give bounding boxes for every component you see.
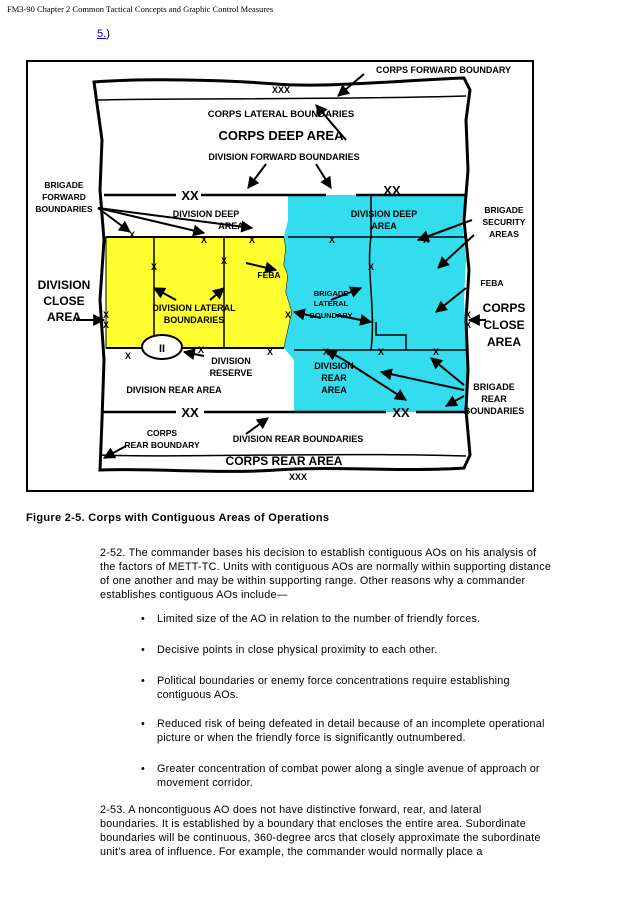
paragraph-line: the factors of METT-TC. Units with contiguous AOs are normally within supporting distance (100, 561, 552, 573)
division-lateral-boundaries-label-2: BOUNDARIES (163, 315, 225, 325)
reserve-echelon-mark: II (158, 343, 166, 355)
paragraph-line: of one another and may be within supporting range. Other reasons why a commander (100, 575, 526, 587)
x-mark: X (377, 347, 385, 357)
feba-right-label: FEBA (480, 278, 504, 288)
division-deep-area-left-label-1: DIVISION DEEP (172, 209, 240, 219)
xxx-top-label: XXX (271, 85, 291, 95)
division-deep-area-right-label-1: DIVISION DEEP (350, 209, 418, 219)
xx-left-label: XX (181, 188, 199, 203)
division-rear-area-right-label-1: DIVISION (314, 361, 354, 371)
division-rear-area-right-label-3: AREA (321, 385, 347, 395)
division-deep-area-right-label-2: AREA (371, 221, 397, 231)
division-reserve-label-2: RESERVE (209, 368, 253, 378)
brigade-security-areas-label-1: BRIGADE (484, 205, 524, 215)
division-reserve-label-1: DIVISION (211, 356, 251, 366)
brigade-security-areas-label-3: AREAS (489, 229, 519, 239)
x-mark: X (422, 235, 430, 245)
paragraph-2-53 (100, 803, 600, 859)
brigade-forward-boundaries-label-1: BRIGADE (44, 180, 84, 190)
division-close-area-label-3: AREA (46, 310, 82, 324)
xx-bottom-right-label: XX (392, 405, 410, 420)
x-mark: X (284, 310, 292, 320)
paragraph-line: unit's area of influence. For example, the commander would normally place a (100, 846, 483, 858)
x-mark: X (128, 230, 136, 240)
corps-lateral-boundaries-label: CORPS LATERAL BOUNDARIES (207, 109, 355, 120)
brigade-rear-boundaries-label-1: BRIGADE (473, 382, 515, 392)
corps-rear-boundary-label-2: REAR BOUNDARY (124, 440, 200, 450)
xx-right-label: XX (383, 183, 401, 198)
bullet-line: • Political boundaries or enemy force concentrations require establishing (157, 675, 510, 687)
corps-deep-area-label: CORPS DEEP AREA (218, 128, 344, 143)
paragraph-line: establishes contiguous AOs include— (100, 589, 288, 601)
brigade-rear-boundaries-label-3: BOUNDARIES (463, 406, 525, 416)
x-mark: X (124, 351, 132, 361)
bullet-item (141, 717, 601, 745)
x-mark: X (432, 347, 440, 357)
division-forward-boundaries-label: DIVISION FORWARD BOUNDARIES (208, 152, 360, 162)
division-close-area-label-1: DIVISION (37, 278, 91, 292)
bullet-line: • Reduced risk of being defeated in detail because of an incomplete operational (157, 718, 545, 730)
figure-2-5 (26, 60, 534, 492)
brigade-lateral-boundary-label-2: LATERAL (313, 299, 349, 308)
figure-reference-link[interactable]: 5. (97, 28, 107, 40)
corps-rear-boundary-label-1: CORPS (146, 428, 178, 438)
bullet-item (141, 762, 601, 790)
bullet-line: contiguous AOs. (157, 689, 239, 701)
bullet-line: • Decisive points in close physical proximity to each other. (157, 644, 438, 656)
bullet-line: • Limited size of the AO in relation to the number of friendly forces. (157, 613, 481, 625)
paragraph-line: 2-53. A noncontiguous AO does not have distinctive forward, rear, and lateral (100, 804, 482, 816)
bullet-item (141, 643, 601, 657)
corps-rear-area-label: CORPS REAR AREA (225, 454, 343, 468)
paragraph-2-52 (100, 546, 600, 602)
reference-link-line (97, 28, 110, 40)
brigade-lateral-boundary-label-3: BOUNDARY (309, 311, 353, 320)
corps-close-area-label-1: CORPS (482, 301, 526, 315)
bullet-line: movement corridor. (157, 777, 254, 789)
x-mark: X (328, 235, 336, 245)
paragraph-line: boundaries. It is established by a boundary that encloses the entire area. Subordinate (100, 818, 526, 830)
figure-caption: Figure 2-5. Corps with Contiguous Areas of Operations (26, 512, 330, 524)
division-close-area-label-2: CLOSE (43, 294, 85, 308)
corps-close-area-label-2: CLOSE (483, 318, 525, 332)
x-mark: X (464, 320, 472, 330)
paragraph-line: boundaries will be continuous, 360-degree arcs that closely approximate the subordinate (100, 832, 541, 844)
x-mark: X (220, 256, 228, 266)
xx-bottom-left-label: XX (181, 405, 199, 420)
brigade-forward-boundaries-label-3: BOUNDARIES (35, 204, 93, 214)
bullet-line: picture or when the friendly force is significantly outnumbered. (157, 732, 466, 744)
bullet-item (141, 674, 601, 702)
x-mark: X (102, 310, 110, 320)
x-mark: X (464, 310, 472, 320)
x-mark: X (102, 320, 110, 330)
xxx-bottom-label: XXX (288, 472, 308, 482)
corps-contiguous-areas-diagram (26, 60, 534, 492)
brigade-lateral-boundary-label-1: BRIGADE (313, 289, 349, 298)
feba-left-label: FEBA (257, 270, 281, 280)
division-lateral-boundaries-label-1: DIVISION LATERAL (152, 303, 236, 313)
division-deep-area-left-label-2: AREA (218, 221, 244, 231)
x-mark: X (200, 235, 208, 245)
division-rear-area-left-label: DIVISION REAR AREA (126, 385, 222, 395)
bullet-line: • Greater concentration of combat power along a single avenue of approach or (157, 763, 540, 775)
brigade-forward-boundaries-label-2: FORWARD (42, 192, 86, 202)
division-rear-boundaries-label: DIVISION REAR BOUNDARIES (232, 434, 364, 444)
x-mark: X (266, 347, 274, 357)
corps-close-area-label-3: AREA (486, 335, 522, 349)
x-mark: X (367, 262, 375, 272)
x-mark: X (197, 345, 205, 355)
corps-forward-boundary-label: CORPS FORWARD BOUNDARY (376, 65, 512, 75)
x-mark: X (150, 262, 158, 272)
brigade-security-areas-label-2: SECURITY (482, 217, 526, 227)
running-header: FM3-90 Chapter 2 Common Tactical Concepts and Graphic Control Measures (7, 4, 274, 14)
x-mark: X (248, 235, 256, 245)
x-mark: X (322, 347, 330, 357)
division-rear-area-right-label-2: REAR (321, 373, 347, 383)
paragraph-line: 2-52. The commander bases his decision to establish contiguous AOs on his analysis of (100, 547, 537, 559)
brigade-rear-boundaries-label-2: REAR (481, 394, 507, 404)
bullet-item (141, 612, 601, 626)
reference-suffix: ) (106, 28, 110, 40)
yellow-division-close-area (106, 237, 292, 348)
